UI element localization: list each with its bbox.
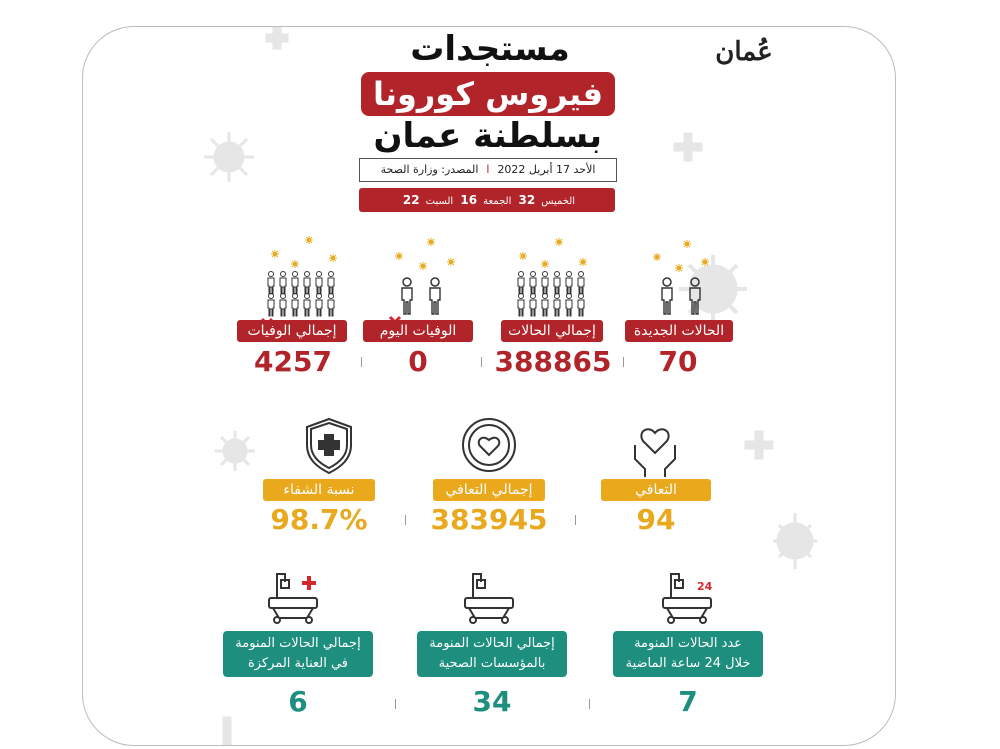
label-line: إجمالي الحالات المنومة (235, 636, 361, 651)
label-deaths-today: الوفيات اليوم (363, 320, 473, 342)
label-line: في العناية المركزة (247, 656, 349, 671)
value-hospitalized-24h: 7 (678, 685, 698, 718)
label-total-cases: إجمالي الحالات (501, 320, 603, 342)
value-total-recovered: 383945 (430, 503, 548, 536)
two-people-icon (653, 240, 709, 314)
separator (405, 515, 406, 525)
separator (361, 357, 362, 367)
title-line-1: مستجدات (410, 29, 570, 69)
title-line-2: فيروس كورونا (361, 72, 615, 116)
label-total-recovered: إجمالي التعافي (433, 479, 545, 501)
value-icu-total: 6 (288, 685, 308, 718)
separator (575, 515, 576, 525)
infographic-card (82, 26, 896, 746)
label-hospitalized-24h (613, 631, 763, 677)
title-line-3: بسلطنة عمان (373, 116, 602, 156)
plus-icon (223, 717, 231, 745)
day-label: السبت (425, 196, 454, 207)
plus-icon (266, 27, 288, 49)
value-new-cases: 70 (658, 345, 698, 378)
day-value: 32 (518, 193, 536, 207)
label-total-deaths: إجمالي الوفيات (237, 320, 347, 342)
bed-icon (465, 574, 513, 623)
value-deaths-today: 0 (408, 345, 428, 378)
heart-circle-icon (463, 419, 515, 471)
previous-days-bar (359, 188, 615, 212)
two-people-x-icon (390, 238, 455, 327)
row2-icons (83, 417, 895, 477)
label-icu-total (223, 631, 373, 677)
crowd-x-icon (262, 236, 337, 327)
label-line: بالمؤسسات الصحية (438, 656, 546, 671)
separator: ا (486, 163, 490, 176)
value-total-cases: 388865 (494, 345, 612, 378)
crowd-icon (518, 238, 587, 316)
label-recovery-rate: نسبة الشفاء (263, 479, 375, 501)
separator (623, 357, 624, 367)
label-recovered: التعافي (601, 479, 711, 501)
badge-24: 24 (697, 580, 713, 593)
bed-plus-icon (269, 574, 317, 623)
logo-text: عُمان (715, 37, 773, 67)
date-text: الأحد 17 أبريل 2022 (497, 163, 596, 176)
date-source-box (359, 158, 617, 182)
separator (395, 699, 396, 709)
day-label: الجمعة (483, 196, 512, 207)
bed-24-icon (663, 574, 713, 623)
value-hospitalized-total: 34 (472, 685, 512, 718)
label-line: خلال 24 ساعة الماضية (625, 656, 751, 671)
label-line: عدد الحالات المنومة (634, 636, 742, 651)
plus-icon (674, 133, 702, 161)
virus-icon (204, 132, 254, 182)
row3-icons (83, 572, 895, 632)
value-recovered: 94 (636, 503, 676, 536)
source-text: المصدر: وزارة الصحة (380, 163, 479, 176)
day-label: الخميس (541, 196, 576, 207)
row1-icons (83, 232, 895, 327)
hands-heart-icon (635, 429, 675, 477)
day-value: 16 (460, 193, 478, 207)
label-hospitalized-total (417, 631, 567, 677)
shield-cross-icon (307, 419, 351, 473)
value-total-deaths: 4257 (254, 345, 332, 378)
virus-icon (773, 513, 817, 569)
separator (481, 357, 482, 367)
logo (713, 29, 773, 77)
separator (589, 699, 590, 709)
label-new-cases: الحالات الجديدة (625, 320, 733, 342)
label-line: إجمالي الحالات المنومة (429, 636, 555, 651)
day-value: 22 (402, 193, 420, 207)
value-recovery-rate: 98.7% (270, 503, 368, 536)
